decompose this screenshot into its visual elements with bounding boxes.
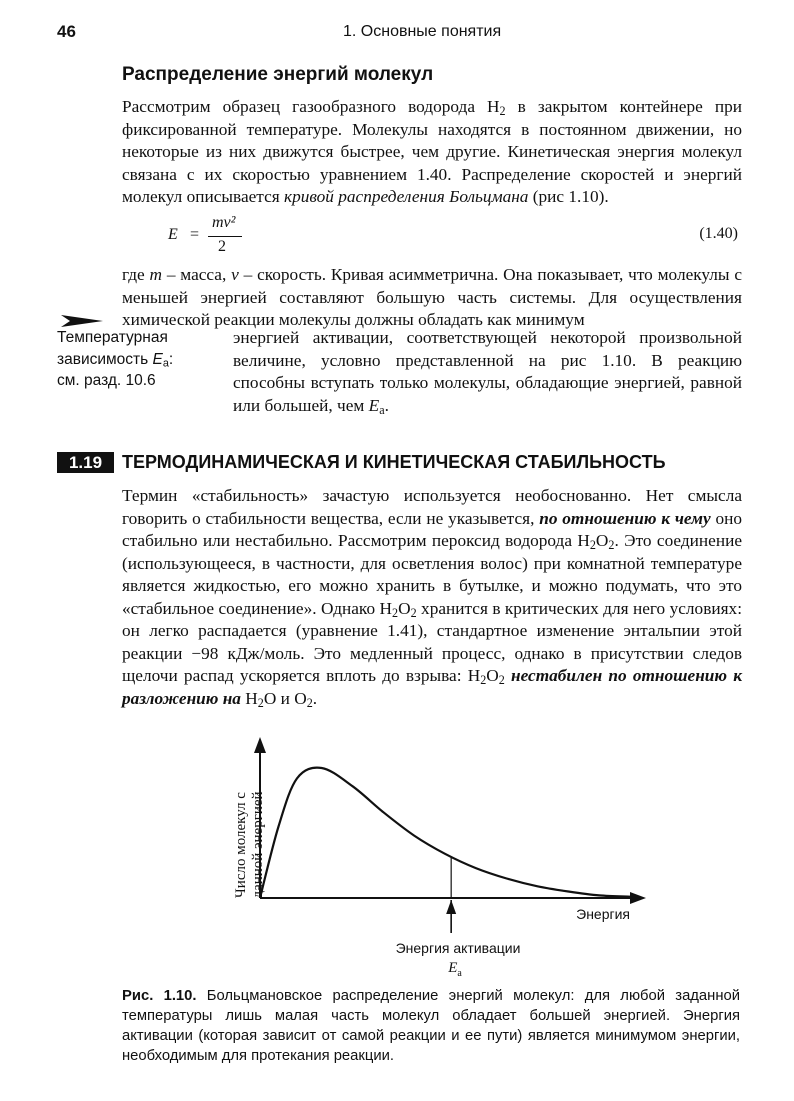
paragraph-intro: Рассмотрим образец газообразного водорода $H_2$ в закрытом контейнере при фиксированной температуре. Молекулы находятся в постоянном движении, но некоторые из них движутся быстрее, чем другие. Кинетическая энергия молекул связана с их скоростью уравнением 1.40. Распределение скоростей и энергий молекул описывается кривой распределения Больцмана (рис 1.10). [122, 97, 742, 206]
fraction-bar [208, 236, 242, 237]
section-title: ТЕРМОДИНАМИЧЕСКАЯ И КИНЕТИЧЕСКАЯ СТАБИЛЬНОСТЬ [122, 452, 666, 472]
y-axis-label-line2: данной энергией [250, 791, 266, 899]
boltzmann-chart [210, 733, 680, 983]
margin-note-line1: Температурная [57, 329, 168, 346]
margin-note-line3: см. разд. 10.6 [57, 372, 156, 389]
equation-denominator: 2 [218, 238, 226, 255]
activation-energy-label: Энергия активации [395, 940, 521, 956]
caption-label: Рис. 1.10. [122, 988, 197, 1004]
paragraph-where-top: где m – масса, v – скорость. Кривая асимметрична. Она показывает, что молекулы с меньшей энергией составляют большую часть системы. Для осуществления химической реакции молекулы должны обладать как минимум [122, 265, 743, 329]
activation-arrowhead-icon [446, 900, 456, 914]
ea-symbol: $E_a$ [448, 960, 462, 979]
equation-1-40 [160, 214, 742, 258]
paragraph-where-rest: энергией активации, соответствующей некоторой произвольной величине, условно представленной на рис 1.10. В реакцию способны вступать только молекулы, обладающие энергией, равной или большей, чем $E_a$. [233, 328, 742, 417]
paragraph-stability: Термин «стабильность» зачастую используется необоснованно. Нет смысла говорить о стабильности вещества, если не указывется, по отношению к чему оно стабильно или нестабильно. Рассмотрим пероксид водорода $H_2O_2$. Это соединение (использующееся, в частности, для осветления волос) при комнатной температуре является жидкостью, его можно хранить в бутылке, и можно подумать, что это «стабильное соединение». Однако $H_2O_2$ хранится в критических для него условиях: он легко распадается (уравнение 1.41), стандартное изменение энтальпии этой реакции −98 кДж/моль. Это медленный процесс, однако в присутствии следов щелочи распад ускоряется вплоть до взрыва: $H_2O_2$ нестабилен по отношению к разложению на $H_2O$ и $O_2$. [122, 486, 743, 710]
equation-equals: = [190, 226, 200, 243]
caption-text: Больцмановское распределение энергий молекул: для любой заданной температуры лишь малая часть молекул обладает большей энергией. Энергия активации (которая зависит от самой реакции и ее пути) является минимумом энергии, необходимым для протекания реакции. [122, 988, 741, 1064]
x-axis-arrowhead-icon [630, 892, 646, 904]
figure-caption [122, 986, 740, 1066]
page-number: 46 [57, 22, 76, 41]
margin-note [57, 327, 173, 392]
margin-note-line2: зависимость $E_a$: [57, 350, 174, 370]
equation-lhs: E [168, 226, 178, 243]
y-axis-arrowhead-icon [254, 737, 266, 753]
x-axis-label: Энергия [576, 906, 630, 922]
boltzmann-curve-series-line [260, 768, 630, 898]
section-number-badge: 1.19 [57, 452, 114, 473]
equation-numerator: mv² [212, 214, 236, 231]
equation-number: (1.40) [699, 225, 738, 242]
y-axis-label-line1: Число молекул с [233, 792, 249, 898]
subsection-title: Распределение энергий молекул [122, 64, 434, 85]
running-title: 1. Основные понятия [343, 23, 502, 40]
